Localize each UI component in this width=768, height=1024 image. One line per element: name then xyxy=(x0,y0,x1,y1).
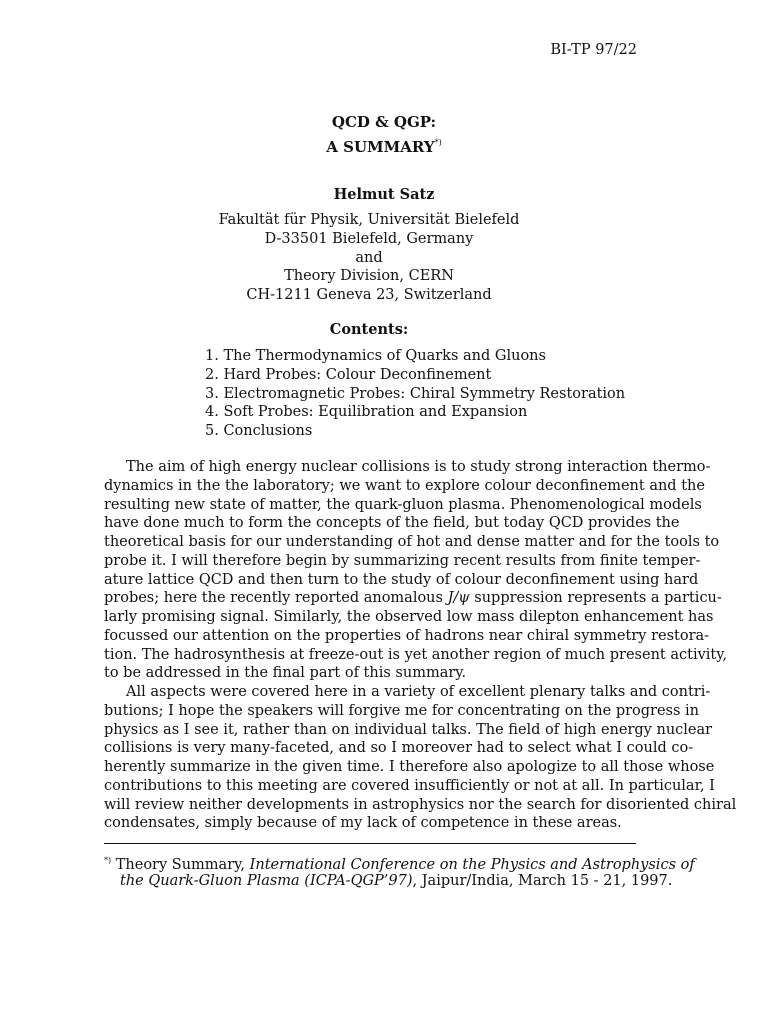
body-line: All aspects were covered here in a variety of excellent plenary talks and contri- xyxy=(126,684,711,700)
footnote-mark: *) xyxy=(104,856,112,865)
footnote-line-1 xyxy=(104,851,695,873)
body-text xyxy=(104,458,737,833)
body-line: probe it. I will therefore begin by summarizing recent results from finite temper- xyxy=(104,552,701,569)
body-line: theoretical basis for our understanding of hot and dense matter and for the tools to xyxy=(104,534,720,550)
title-line-2 xyxy=(0,138,768,156)
report-number: BI-TP 97/22 xyxy=(550,42,637,58)
footnote-italic: International Conference on the Physics and Astrophysics of xyxy=(249,857,695,873)
body-line: tion. The hadrosynthesis at freeze-out is yet another region of much present activity, xyxy=(104,646,728,663)
body-text-segment: suppression represents a particu- xyxy=(469,590,722,607)
footnote-tail: , Jaipur/India, March 15 - 21, 1997. xyxy=(412,873,673,889)
body-line: butions; I hope the speakers will forgive me for concentrating on the progress in xyxy=(104,702,700,719)
body-line: contributions to this meeting are covered insufficiently or not at all. In particular, I xyxy=(104,777,715,794)
author-name: Helmut Satz xyxy=(333,186,435,203)
body-line: physics as I see it, rather than on individual talks. The field of high energy nuclear xyxy=(104,721,713,738)
body-line: collisions is very many-faceted, and so I moreover had to select what I could co- xyxy=(104,740,694,757)
body-line: larly promising signal. Similarly, the observed low mass dilepton enhancement has xyxy=(104,609,714,625)
contents-item: 1. The Thermodynamics of Quarks and Gluons xyxy=(205,348,546,364)
footnote-italic: the Quark-Gluon Plasma (ICPA-QGP’97) xyxy=(120,873,413,889)
body-line: herently summarize in the given time. I therefore also apologize to all those whose xyxy=(104,759,715,775)
body-line: have done much to form the concepts of the field, but today QCD provides the xyxy=(104,515,680,532)
title-line-1: QCD & QGP: xyxy=(331,113,437,131)
affiliation-line: Theory Division, CERN xyxy=(284,268,454,285)
body-line: will review neither developments in astrophysics nor the search for disoriented chiral xyxy=(104,796,737,813)
contents-item: 3. Electromagnetic Probes: Chiral Symmetry Restoration xyxy=(205,385,626,402)
footnote xyxy=(104,851,695,891)
contents-heading: Contents: xyxy=(329,321,409,338)
contents-item: 2. Hard Probes: Colour Deconfinement xyxy=(205,366,492,383)
body-line: The aim of high energy nuclear collisions is to study strong interaction thermo- xyxy=(126,459,711,475)
body-line: condensates, simply because of my lack of competence in these areas. xyxy=(104,815,622,832)
footnote-lead: Theory Summary, xyxy=(115,857,250,873)
footnote-divider xyxy=(104,843,636,844)
body-line: resulting new state of matter, the quark-gluon plasma. Phenomenological models xyxy=(104,496,702,513)
affiliation-line: Fakultät für Physik, Universität Bielefeld xyxy=(218,212,520,228)
affiliation-line: D-33501 Bielefeld, Germany xyxy=(264,230,474,247)
jpsi-symbol: J/ψ xyxy=(447,590,470,607)
body-line: dynamics in the the laboratory; we want to explore colour deconfinement and the xyxy=(104,477,705,494)
affiliation-line: CH-1211 Geneva 23, Switzerland xyxy=(246,287,492,304)
affiliation-block xyxy=(0,211,738,305)
body-line: focussed our attention on the properties of hadrons near chiral symmetry restora- xyxy=(104,627,710,644)
contents-item: 5. Conclusions xyxy=(205,423,313,440)
body-line-jpsi xyxy=(104,589,722,608)
title-footnote-mark: *) xyxy=(434,138,442,147)
body-text-segment: probes; here the recently reported anomalous xyxy=(104,590,448,607)
body-line: ature lattice QCD and then turn to the study of colour deconfinement using hard xyxy=(104,571,699,588)
body-line: to be addressed in the final part of this summary. xyxy=(104,665,467,682)
title-text: A SUMMARY xyxy=(326,138,435,156)
contents-item: 4. Soft Probes: Equilibration and Expansion xyxy=(205,404,528,421)
contents-list xyxy=(205,347,625,441)
footnote-line-2 xyxy=(104,871,673,891)
affiliation-line: and xyxy=(355,249,383,266)
